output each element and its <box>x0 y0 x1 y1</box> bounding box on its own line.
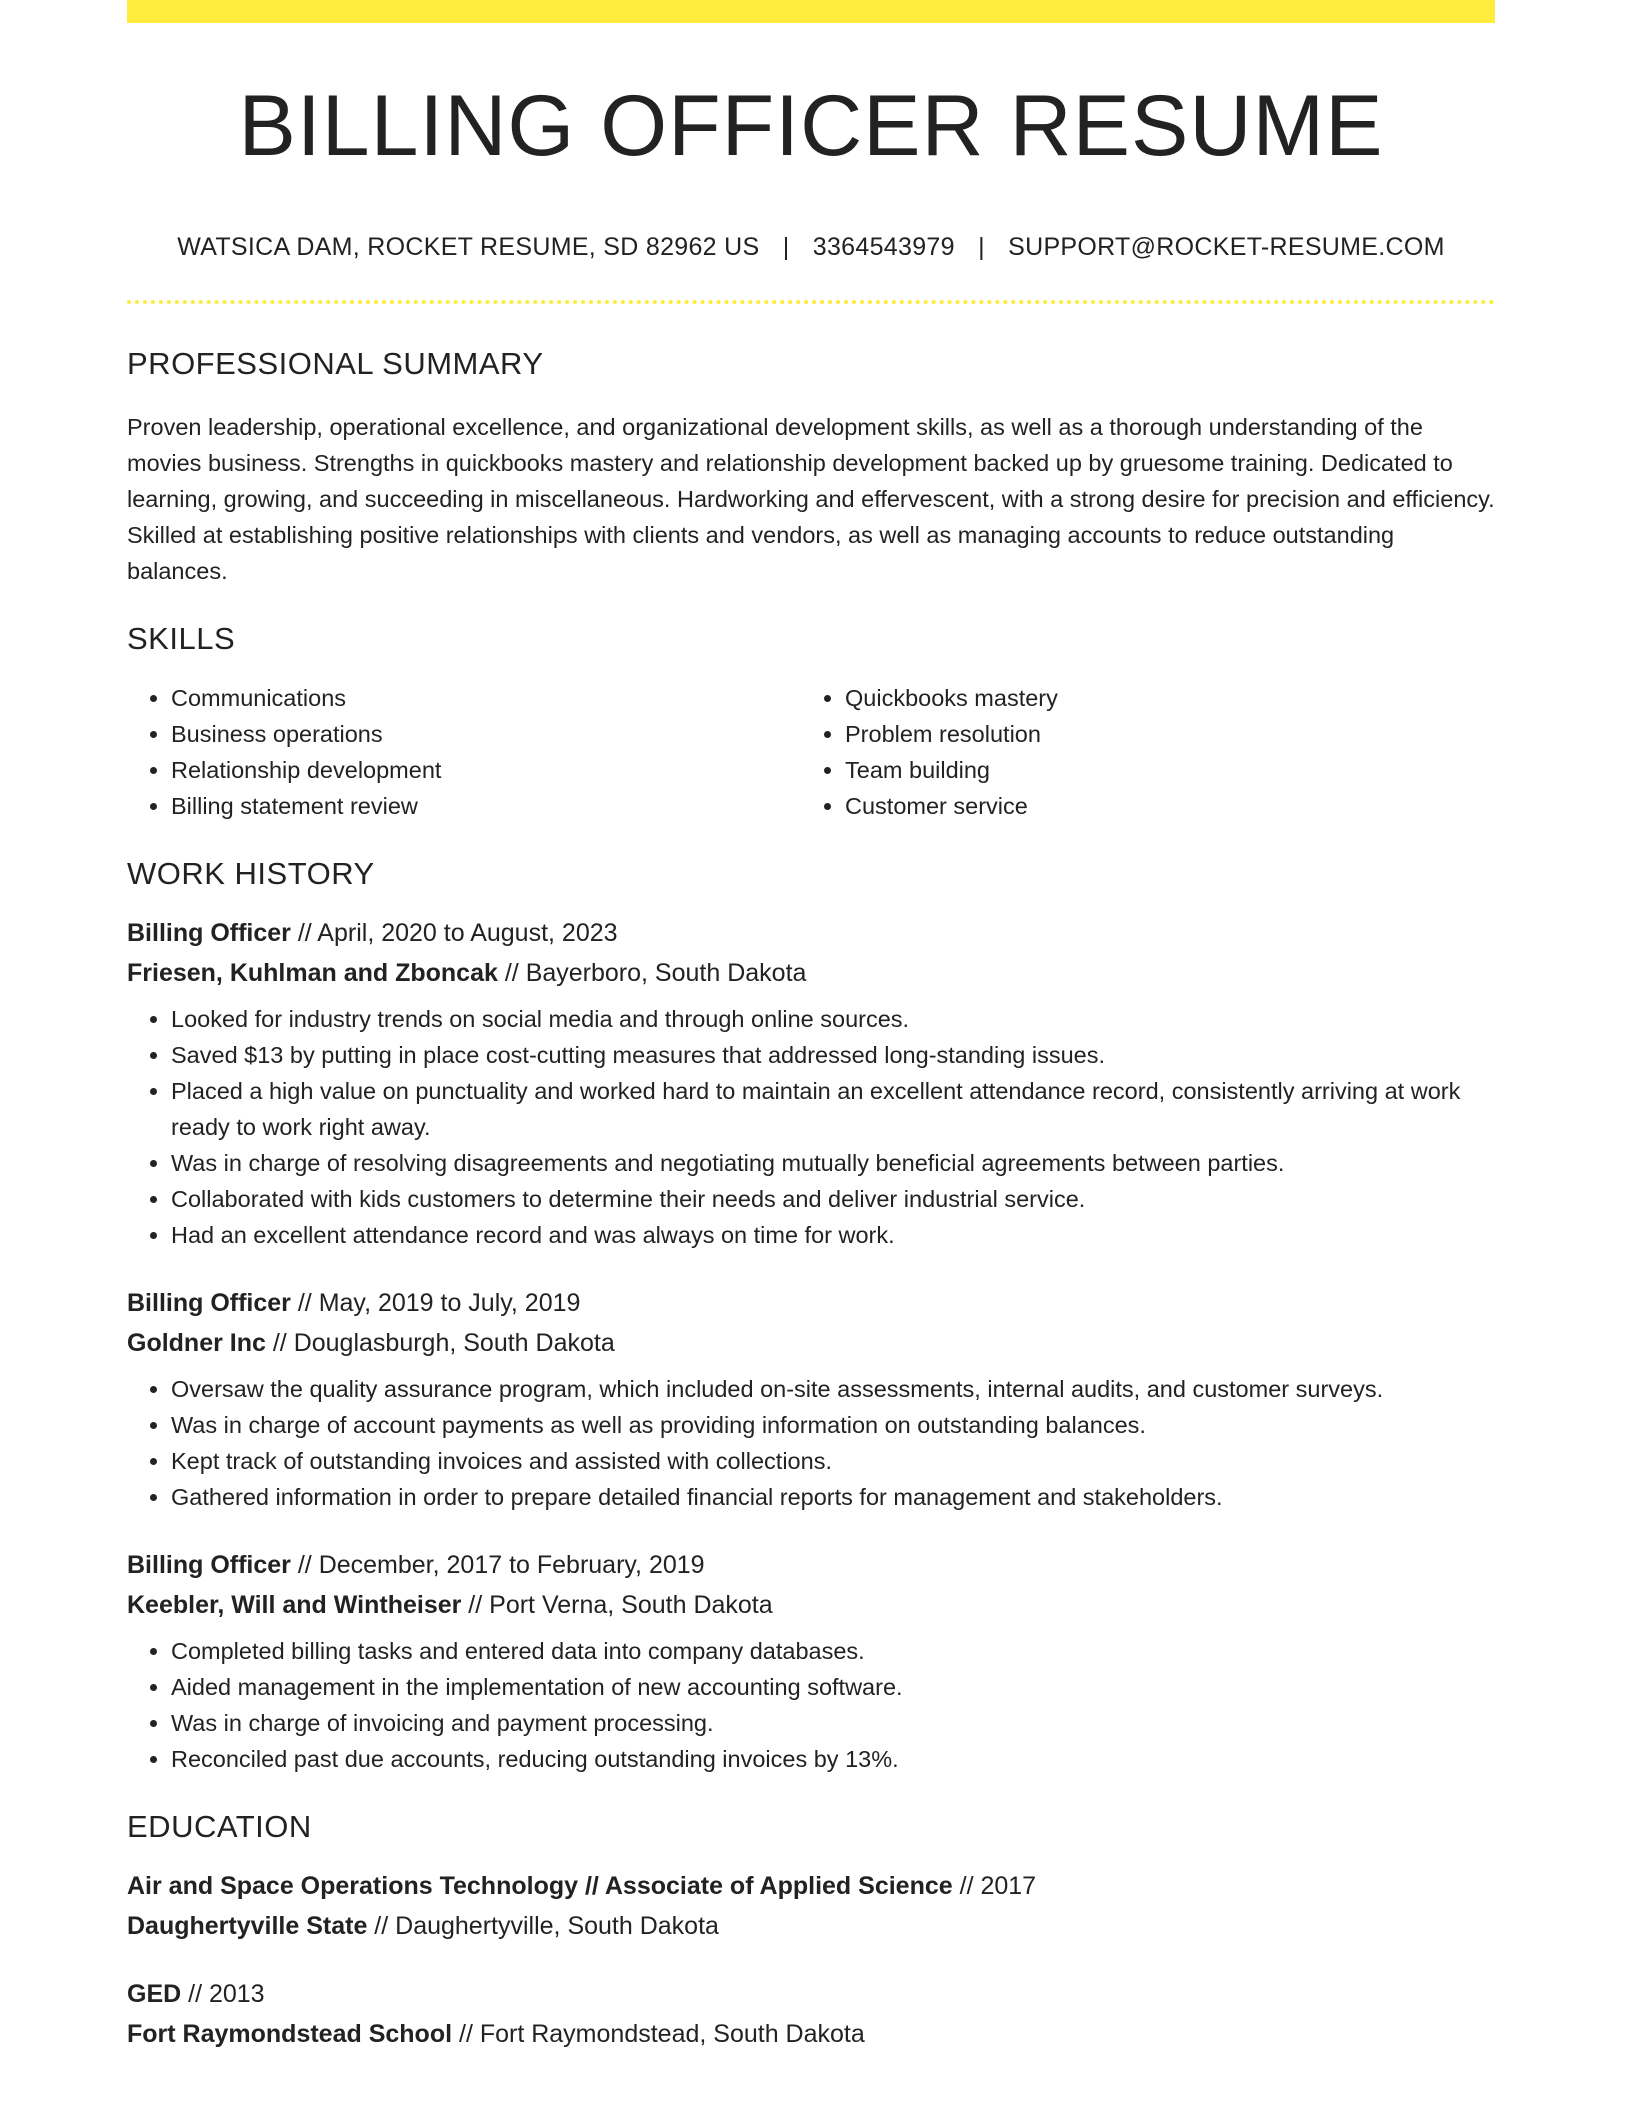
contact-email[interactable]: SUPPORT@ROCKET-RESUME.COM <box>1008 233 1445 262</box>
job-company-line <box>127 1323 1495 1363</box>
skill-item: • Business operations <box>171 716 801 752</box>
job-dates: // April, 2020 to August, 2023 <box>290 919 618 948</box>
section-title-summary: PROFESSIONAL SUMMARY <box>127 346 544 382</box>
contact-separator: | <box>978 233 985 262</box>
job-entry <box>127 913 1495 1253</box>
education-school: Daughertyville State <box>127 1912 368 1941</box>
job-entry <box>127 1545 1495 1777</box>
skills-list <box>127 680 1495 824</box>
job-bullet: • Was in charge of resolving disagreements and negotiating mutually beneficial agreements between parties. <box>171 1145 1495 1181</box>
job-bullet: • Had an excellent attendance record and was always on time for work. <box>171 1217 1495 1253</box>
section-title-work-history: WORK HISTORY <box>127 856 375 892</box>
education-degree-line <box>127 1866 1495 1906</box>
skill-item: • Team building <box>845 752 1475 788</box>
job-company-line <box>127 1585 1495 1625</box>
job-bullet: • Completed billing tasks and entered data into company databases. <box>171 1633 1495 1669</box>
skills-column-left <box>127 680 801 824</box>
section-title-skills: SKILLS <box>127 621 236 657</box>
job-location: // Douglasburgh, South Dakota <box>265 1329 615 1358</box>
job-bullet: • Reconciled past due accounts, reducing outstanding invoices by 13%. <box>171 1741 1495 1777</box>
education-school: Fort Raymondstead School <box>127 2020 453 2049</box>
education-year: // 2017 <box>952 1872 1037 1901</box>
section-title-education: EDUCATION <box>127 1809 312 1845</box>
job-company: Goldner Inc <box>127 1329 266 1358</box>
job-company-line <box>127 953 1495 993</box>
skill-item: • Communications <box>171 680 801 716</box>
job-bullet: • Collaborated with kids customers to determine their needs and deliver industrial service. <box>171 1181 1495 1217</box>
job-bullets <box>127 1371 1495 1515</box>
education-entry <box>127 1866 1495 1946</box>
job-bullets <box>127 1633 1495 1777</box>
education-year: // 2013 <box>181 1980 265 2009</box>
skill-item: • Relationship development <box>171 752 801 788</box>
job-location: // Port Verna, South Dakota <box>461 1591 773 1620</box>
job-dates: // May, 2019 to July, 2019 <box>290 1289 581 1318</box>
contact-separator: | <box>782 233 790 262</box>
resume-title: BILLING OFFICER RESUME <box>238 78 1384 174</box>
job-entry <box>127 1283 1495 1515</box>
top-accent-bar <box>127 0 1495 23</box>
summary-text: Proven leadership, operational excellence, and organizational development skills, as well as a thorough understanding of the movies business. Strengths in quickbooks mastery and relationship development backed up by gruesome training. Dedicated to learning, growing, and succeeding in miscellaneous. Hardworking and effervescent, with a strong desire for precision and efficiency. Skilled at establishing positive relationships with clients and vendors, as well as managing accounts to reduce outstanding balances. <box>127 414 1495 585</box>
education-location: // Daughertyville, South Dakota <box>367 1912 719 1941</box>
dotted-divider <box>127 300 1495 304</box>
education-location: // Fort Raymondstead, South Dakota <box>452 2020 865 2049</box>
job-company: Friesen, Kuhlman and Zboncak <box>127 959 498 988</box>
job-bullet: • Was in charge of invoicing and payment processing. <box>171 1705 1495 1741</box>
job-location: // Bayerboro, South Dakota <box>497 959 807 988</box>
job-bullet: • Gathered information in order to prepare detailed financial reports for management and stakeholders. <box>171 1479 1495 1515</box>
education-degree-line <box>127 1974 1495 2014</box>
education-entry <box>127 1974 1495 2054</box>
job-role: Billing Officer <box>127 1551 291 1580</box>
job-role: Billing Officer <box>127 919 291 948</box>
job-company: Keebler, Will and Wintheiser <box>127 1591 462 1620</box>
skill-item: • Quickbooks mastery <box>845 680 1475 716</box>
skill-item: • Billing statement review <box>171 788 801 824</box>
job-dates: // December, 2017 to February, 2019 <box>290 1551 705 1580</box>
job-bullet: • Was in charge of account payments as well as providing information on outstanding balances. <box>171 1407 1495 1443</box>
job-bullet: • Placed a high value on punctuality and worked hard to maintain an excellent attendance record, consistently arriving at work ready to work right away. <box>171 1073 1495 1145</box>
job-role: Billing Officer <box>127 1289 291 1318</box>
contact-phone[interactable]: 3364543979 <box>812 233 955 262</box>
job-bullet: • Aided management in the implementation of new accounting software. <box>171 1669 1495 1705</box>
contact-address: WATSICA DAM, ROCKET RESUME, SD 82962 US <box>177 233 760 262</box>
education-degree: Air and Space Operations Technology // Associate of Applied Science <box>127 1872 953 1901</box>
education-school-line <box>127 1906 1495 1946</box>
skill-item: • Problem resolution <box>845 716 1475 752</box>
job-role-line <box>127 913 1495 953</box>
skills-column-right <box>801 680 1475 824</box>
job-bullet: • Oversaw the quality assurance program, which included on-site assessments, internal audits, and customer surveys. <box>171 1371 1495 1407</box>
contact-line <box>127 233 1495 262</box>
job-bullet: • Kept track of outstanding invoices and assisted with collections. <box>171 1443 1495 1479</box>
skill-item: • Customer service <box>845 788 1475 824</box>
job-role-line <box>127 1283 1495 1323</box>
job-bullets <box>127 1001 1495 1253</box>
resume-page <box>127 0 1495 2054</box>
education-school-line <box>127 2014 1495 2054</box>
education-degree: GED <box>127 1980 182 2009</box>
job-bullet: • Looked for industry trends on social media and through online sources. <box>171 1001 1495 1037</box>
job-bullet: • Saved $13 by putting in place cost-cutting measures that addressed long-standing issues. <box>171 1037 1495 1073</box>
job-role-line <box>127 1545 1495 1585</box>
